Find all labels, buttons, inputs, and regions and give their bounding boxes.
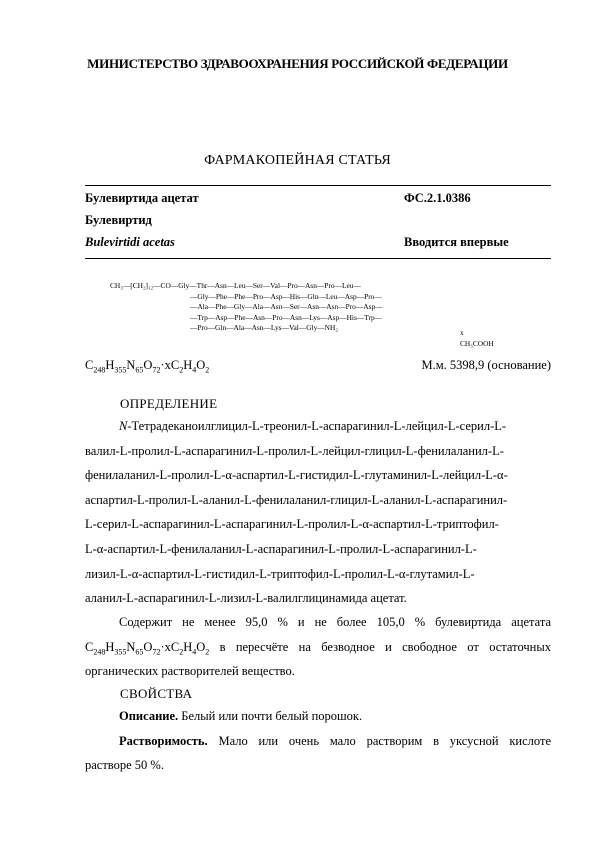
structure-line-2: —Gly—Phe—Phe—Pro—Asp—His—Gln—Leu—Asp—Pro— [190, 291, 382, 301]
ministry-header: МИНИСТЕРСТВО ЗДРАВООХРАНЕНИЯ РОССИЙСКОЙ ФЕДЕРАЦИИ [87, 56, 508, 71]
definition-text [85, 414, 551, 611]
properties-text [85, 704, 551, 778]
structure-salt: x CH₃COOH [460, 328, 494, 348]
divider-bottom [85, 258, 551, 259]
monograph-code: ФС.2.1.0386 [404, 191, 471, 205]
definition-line: N-Тетрадеканоилглицил-L-треонил-L-аспарагинил-L-лейцил-L-серил-L- [119, 419, 507, 433]
monograph-name-latin: Bulevirtidi acetas [85, 235, 175, 249]
divider-top [85, 185, 551, 186]
definition-line: L-α-аспартил-L-фенилаланил-L-аспарагинил-L-пролил-L-аспарагинил-L- [85, 541, 477, 556]
section-definition-title: ОПРЕДЕЛЕНИЕ [120, 396, 218, 411]
content-line-2: $C_{248}H_{355}N_{65}O_{72}\cdot xC_2H_4O_2$ в пересчёте на безводное и свободное от остаточных [85, 639, 551, 657]
structure-line-4: —Trp—Asp—Phe—Asn—Pro—Asn—Lys—Asp—His—Trp— [190, 312, 383, 322]
content-line-3: органических растворителей вещество. [85, 664, 295, 679]
definition-line: аспартил-L-пролил-L-аланил-L-фенилаланил-глицил-L-аланил-L-аспарагинил- [85, 492, 508, 507]
section-properties-title: СВОЙСТВА [120, 686, 193, 701]
molar-mass: М.м. 5398,9 (основание) [421, 358, 551, 372]
monograph-name-ru: Булевиртида ацетат [85, 191, 199, 205]
description-line: Описание. Белый или почти белый порошок. [119, 709, 363, 723]
molecular-formula: $C_{248}H_{355}N_{65}O_{72}\cdot xC_2H_4O_2$ [85, 358, 210, 375]
solubility-line-2: растворе 50 %. [85, 758, 164, 773]
content-line-1: Содержит не менее 95,0 % и не более 105,0 % булевиртида ацетата [119, 615, 551, 629]
article-title: ФАРМАКОПЕЙНАЯ СТАТЬЯ [204, 153, 391, 168]
definition-line: L-серил-L-аспарагинил-L-аспарагинил-L-пролил-L-α-аспартил-L-триптофил- [85, 517, 499, 532]
definition-line: валил-L-пролил-L-аспарагинил-L-пролил-L-лейцил-глицил-L-фенилаланил-L- [85, 443, 504, 458]
solubility-line: Растворимость. Мало или очень мало растворим в уксусной кислоте [119, 733, 551, 748]
solubility-label: Растворимость. [119, 733, 208, 748]
structure-line-1: CH₃—[CH₂]₁₂—CO—Gly—Thr—Asn—Leu—Ser—Val—Pro—Asn—Pro—Leu— [110, 281, 361, 290]
structure-line-3: —Ala—Phe—Gly—Ala—Asn—Ser—Asn—Asn—Pro—Asp— [190, 302, 383, 312]
definition-line: лизил-L-α-аспартил-L-гистидил-L-триптофил-L-пролил-L-α-глутамил-L- [85, 566, 475, 581]
structure-line-5: —Pro—Gln—Ala—Asn—Lys—Val—Gly—NH₂ [190, 323, 338, 333]
content-paragraph [85, 610, 551, 684]
description-label: Описание. [119, 709, 179, 723]
monograph-inn: Булевиртид [85, 213, 152, 227]
definition-line: аланил-L-аспарагинил-L-лизил-L-валилглицинамида ацетат. [85, 591, 407, 606]
monograph-status: Вводится впервые [404, 235, 509, 249]
definition-line: фенилаланил-L-пролил-L-α-аспартил-L-гистидил-L-глутаминил-L-лейцил-L-α- [85, 468, 508, 483]
structural-formula [110, 281, 494, 348]
